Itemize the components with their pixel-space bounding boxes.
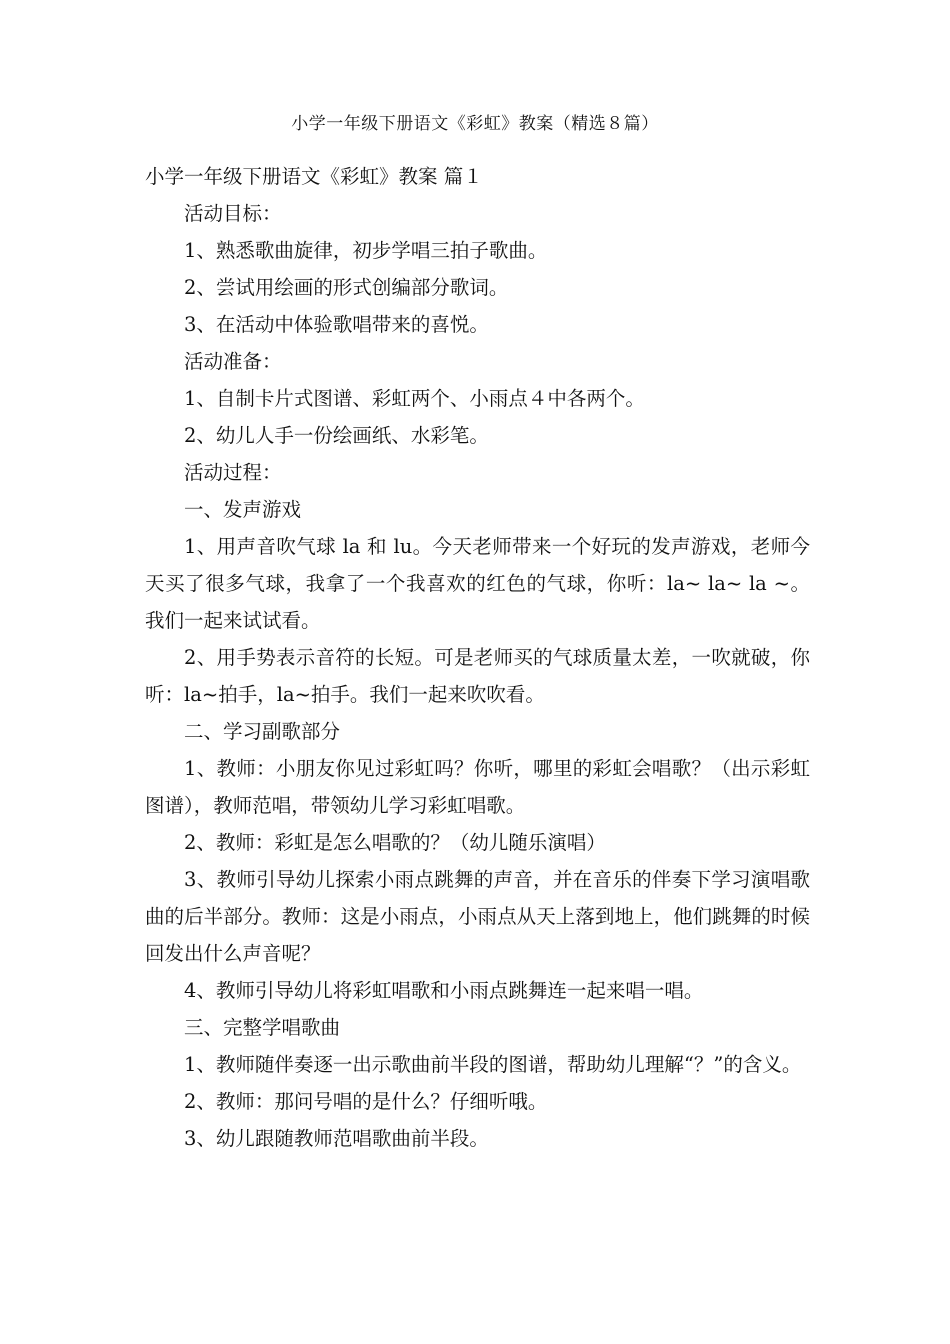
paragraph: 2、教师：那问号唱的是什么？仔细听哦。	[184, 1090, 548, 1113]
paragraph: 1、教师随伴奏逐一出示歌曲前半段的图谱，帮助幼儿理解“？”的含义。	[184, 1053, 802, 1076]
paragraph: 2、教师：彩虹是怎么唱歌的？（幼儿随乐演唱）	[184, 831, 606, 854]
heading-step-three: 三、完整学唱歌曲	[184, 1016, 341, 1039]
paragraph: 3、在活动中体验歌唱带来的喜悦。	[184, 313, 489, 336]
paragraph: 3、教师引导幼儿探索小雨点跳舞的声音，并在音乐的伴奏下学习演唱歌曲的后半部分。教师：这是小雨点，小雨点从天上落到地上，他们跳舞的时候回发出什么声音呢？	[145, 868, 810, 965]
document-body	[145, 158, 810, 1157]
section-title: 小学一年级下册语文《彩虹》教案 篇１	[145, 165, 483, 188]
paragraph: 2、幼儿人手一份绘画纸、水彩笔。	[184, 424, 489, 447]
paragraph: 2、用手势表示音符的长短。可是老师买的气球质量太差，一吹就破，你听：la~拍手，la~拍手。我们一起来吹吹看。	[145, 646, 810, 706]
paragraph: 4、教师引导幼儿将彩虹唱歌和小雨点跳舞连一起来唱一唱。	[184, 979, 704, 1002]
paragraph: 3、幼儿跟随教师范唱歌曲前半段。	[184, 1127, 489, 1150]
heading-activity-process: 活动过程：	[184, 461, 282, 484]
heading-step-two: 二、学习副歌部分	[184, 720, 341, 743]
document-title: 小学一年级下册语文《彩虹》教案（精选８篇）	[291, 114, 659, 134]
paragraph: 1、熟悉歌曲旋律，初步学唱三拍子歌曲。	[184, 239, 548, 262]
paragraph: 2、尝试用绘画的形式创编部分歌词。	[184, 276, 509, 299]
heading-activity-preparation: 活动准备：	[184, 350, 282, 373]
heading-step-one: 一、发声游戏	[184, 498, 302, 521]
paragraph: 1、用声音吹气球 la 和 lu。今天老师带来一个好玩的发声游戏，老师今天买了很多气球，我拿了一个我喜欢的红色的气球，你听：la~ la~ la ~。我们一起来试试看。	[145, 535, 810, 632]
heading-activity-goals: 活动目标：	[184, 202, 282, 225]
paragraph: 1、教师：小朋友你见过彩虹吗？你听，哪里的彩虹会唱歌？（出示彩虹图谱），教师范唱，带领幼儿学习彩虹唱歌。	[145, 757, 810, 817]
paragraph: 1、自制卡片式图谱、彩虹两个、小雨点４中各两个。	[184, 387, 645, 410]
